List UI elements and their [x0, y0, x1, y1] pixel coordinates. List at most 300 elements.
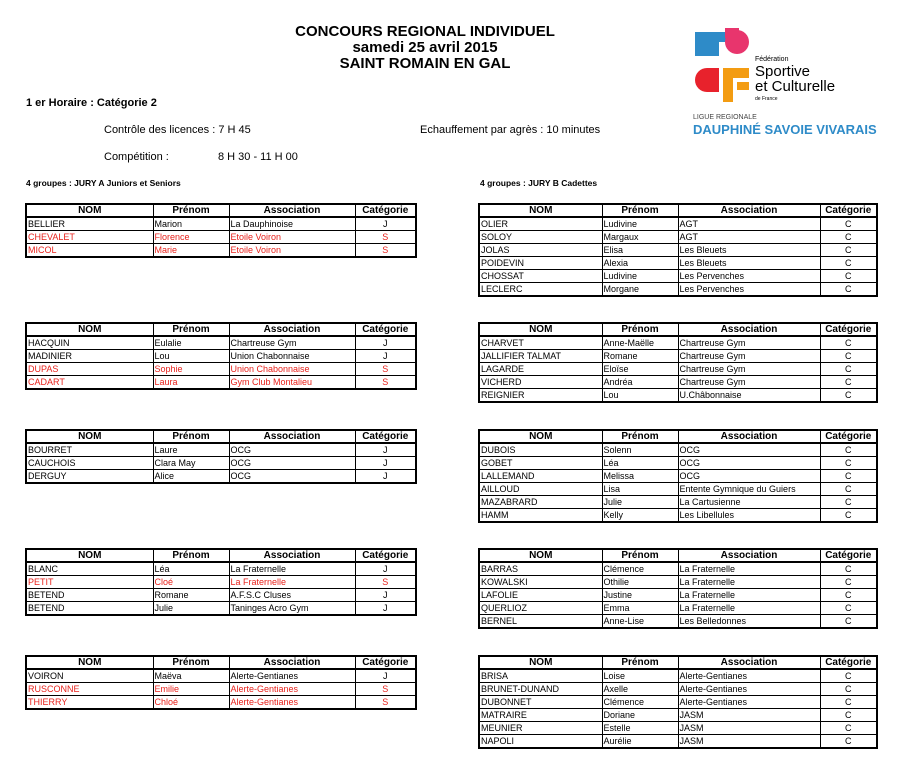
- cell-categorie: J: [355, 217, 416, 231]
- jury-a-group-4-table: [25, 548, 417, 616]
- cell-prenom: Emma: [602, 602, 678, 615]
- cell-prenom: Anne-Lise: [602, 615, 678, 629]
- cell-prenom: Clémence: [602, 562, 678, 576]
- header-categorie: Catégorie: [355, 549, 416, 562]
- table-header-row: [26, 323, 416, 336]
- header-prenom: Prénom: [153, 323, 229, 336]
- header-association: Association: [678, 204, 820, 217]
- jury-b-label: 4 groupes : JURY B Cadettes: [480, 178, 598, 188]
- cell-nom: MICOL: [26, 244, 153, 258]
- cell-association: Alerte-Gentianes: [229, 669, 355, 683]
- cell-association: La Fraternelle: [678, 562, 820, 576]
- table-row: [479, 457, 877, 470]
- cell-association: Union Chabonnaise: [229, 363, 355, 376]
- table-row: [479, 509, 877, 523]
- cell-nom: MAZABRARD: [479, 496, 602, 509]
- cell-prenom: Othilie: [602, 576, 678, 589]
- header-nom: NOM: [26, 656, 153, 669]
- table-row: [479, 735, 877, 749]
- table-row: [26, 669, 416, 683]
- cell-nom: BETEND: [26, 589, 153, 602]
- cell-association: JASM: [678, 735, 820, 749]
- cell-association: La Fraternelle: [229, 562, 355, 576]
- table-header-row: [479, 204, 877, 217]
- cell-categorie: S: [355, 683, 416, 696]
- cell-nom: BRUNET-DUNAND: [479, 683, 602, 696]
- cell-nom: BOURRET: [26, 443, 153, 457]
- cell-prenom: Lisa: [602, 483, 678, 496]
- fscf-logo: [693, 26, 883, 138]
- cell-categorie: C: [820, 496, 877, 509]
- cell-prenom: Andréa: [602, 376, 678, 389]
- header-categorie: Catégorie: [820, 204, 877, 217]
- cell-association: Alerte-Gentianes: [678, 683, 820, 696]
- cell-prenom: Laura: [153, 376, 229, 390]
- cell-association: La Dauphinoise: [229, 217, 355, 231]
- header-nom: NOM: [26, 204, 153, 217]
- cell-prenom: Laure: [153, 443, 229, 457]
- cell-categorie: S: [355, 376, 416, 390]
- table-row: [26, 602, 416, 616]
- cell-association: Les Bleuets: [678, 244, 820, 257]
- cell-prenom: Maëva: [153, 669, 229, 683]
- logo-federation-name: [755, 64, 835, 94]
- table-row: [479, 722, 877, 735]
- cell-prenom: Kelly: [602, 509, 678, 523]
- cell-categorie: C: [820, 615, 877, 629]
- cell-categorie: J: [355, 443, 416, 457]
- cell-nom: DUBOIS: [479, 443, 602, 457]
- jury-a-group-1-table: [25, 203, 417, 258]
- header-prenom: Prénom: [602, 656, 678, 669]
- jury-b-group-1-table: [478, 203, 878, 297]
- cell-association: OCG: [229, 443, 355, 457]
- cell-prenom: Léa: [602, 457, 678, 470]
- header-categorie: Catégorie: [820, 430, 877, 443]
- cell-categorie: C: [820, 602, 877, 615]
- cell-prenom: Alexia: [602, 257, 678, 270]
- fscf-emblem-icon: [693, 26, 753, 108]
- table-header-row: [479, 430, 877, 443]
- cell-association: JASM: [678, 709, 820, 722]
- cell-prenom: Marion: [153, 217, 229, 231]
- table-row: [26, 443, 416, 457]
- cell-nom: BETEND: [26, 602, 153, 616]
- cell-prenom: Aurélie: [602, 735, 678, 749]
- cell-categorie: C: [820, 283, 877, 297]
- header-categorie: Catégorie: [355, 204, 416, 217]
- cell-categorie: S: [355, 363, 416, 376]
- logo-federation-label: Fédération: [755, 56, 789, 63]
- logo-line-1: Sportive: [755, 63, 811, 80]
- cell-categorie: J: [355, 602, 416, 616]
- table-row: [479, 483, 877, 496]
- cell-nom: RUSCONNE: [26, 683, 153, 696]
- cell-association: Chartreuse Gym: [678, 350, 820, 363]
- header-prenom: Prénom: [602, 323, 678, 336]
- cell-categorie: C: [820, 483, 877, 496]
- controle-licences: Contrôle des licences : 7 H 45: [104, 124, 251, 136]
- echauffement-info: Echauffement par agrès : 10 minutes: [420, 124, 601, 136]
- cell-nom: LECLERC: [479, 283, 602, 297]
- cell-nom: HAMM: [479, 509, 602, 523]
- cell-categorie: J: [355, 457, 416, 470]
- header-association: Association: [229, 549, 355, 562]
- logo-de-france: de France: [755, 96, 778, 102]
- cell-nom: DUPAS: [26, 363, 153, 376]
- cell-association: La Fraternelle: [678, 602, 820, 615]
- header-prenom: Prénom: [602, 430, 678, 443]
- cell-nom: CADART: [26, 376, 153, 390]
- cell-nom: NAPOLI: [479, 735, 602, 749]
- table-row: [479, 336, 877, 350]
- cell-categorie: S: [355, 231, 416, 244]
- cell-nom: GOBET: [479, 457, 602, 470]
- table-row: [26, 363, 416, 376]
- cell-categorie: C: [820, 363, 877, 376]
- cell-categorie: C: [820, 470, 877, 483]
- table-row: [479, 683, 877, 696]
- cell-categorie: C: [820, 270, 877, 283]
- cell-association: Alerte-Gentianes: [678, 669, 820, 683]
- cell-prenom: Estelle: [602, 722, 678, 735]
- table-header-row: [26, 430, 416, 443]
- cell-categorie: C: [820, 217, 877, 231]
- cell-prenom: Léa: [153, 562, 229, 576]
- cell-categorie: C: [820, 709, 877, 722]
- cell-categorie: C: [820, 336, 877, 350]
- table-row: [479, 562, 877, 576]
- table-row: [479, 389, 877, 403]
- competition-time: 8 H 30 - 11 H 00: [218, 151, 298, 163]
- cell-categorie: J: [355, 350, 416, 363]
- cell-nom: OLIER: [479, 217, 602, 231]
- cell-nom: PETIT: [26, 576, 153, 589]
- cell-nom: CHOSSAT: [479, 270, 602, 283]
- logo-ligue: LIGUE REGIONALE: [693, 114, 757, 121]
- table-row: [26, 350, 416, 363]
- header-nom: NOM: [479, 656, 602, 669]
- header-prenom: Prénom: [153, 549, 229, 562]
- competition-label: Compétition :: [104, 151, 169, 163]
- jury-b-group-4-table: [478, 548, 878, 629]
- logo-region: DAUPHINÉ SAVOIE VIVARAIS: [693, 122, 877, 137]
- cell-nom: BARRAS: [479, 562, 602, 576]
- cell-categorie: C: [820, 589, 877, 602]
- header-association: Association: [229, 430, 355, 443]
- cell-association: Taninges Acro Gym: [229, 602, 355, 616]
- cell-categorie: C: [820, 350, 877, 363]
- header-association: Association: [229, 204, 355, 217]
- cell-prenom: Melissa: [602, 470, 678, 483]
- cell-association: Entente Gymnique du Guiers: [678, 483, 820, 496]
- cell-prenom: Julie: [153, 602, 229, 616]
- header-nom: NOM: [479, 549, 602, 562]
- cell-nom: JALLIFIER TALMAT: [479, 350, 602, 363]
- table-row: [26, 457, 416, 470]
- header-association: Association: [678, 323, 820, 336]
- cell-association: Les Libellules: [678, 509, 820, 523]
- table-row: [479, 669, 877, 683]
- cell-categorie: J: [355, 336, 416, 350]
- cell-nom: MATRAIRE: [479, 709, 602, 722]
- table-header-row: [26, 204, 416, 217]
- table-row: [26, 217, 416, 231]
- jury-a-group-3-table: [25, 429, 417, 484]
- document-title: [260, 24, 590, 72]
- cell-nom: REIGNIER: [479, 389, 602, 403]
- header-association: Association: [678, 656, 820, 669]
- table-header-row: [26, 549, 416, 562]
- cell-nom: BLANC: [26, 562, 153, 576]
- cell-nom: BRISA: [479, 669, 602, 683]
- table-row: [26, 683, 416, 696]
- cell-categorie: C: [820, 576, 877, 589]
- table-row: [479, 443, 877, 457]
- cell-nom: POIDEVIN: [479, 257, 602, 270]
- cell-prenom: Romane: [602, 350, 678, 363]
- jury-b-group-2-table: [478, 322, 878, 403]
- cell-association: La Fraternelle: [678, 576, 820, 589]
- cell-nom: JOLAS: [479, 244, 602, 257]
- table-row: [26, 470, 416, 484]
- table-row: [26, 589, 416, 602]
- cell-nom: THIERRY: [26, 696, 153, 710]
- cell-categorie: C: [820, 669, 877, 683]
- cell-prenom: Eloïse: [602, 363, 678, 376]
- table-row: [479, 217, 877, 231]
- cell-association: Union Chabonnaise: [229, 350, 355, 363]
- cell-prenom: Elisa: [602, 244, 678, 257]
- cell-prenom: Chloé: [153, 696, 229, 710]
- cell-nom: QUERLIOZ: [479, 602, 602, 615]
- cell-categorie: C: [820, 722, 877, 735]
- table-row: [479, 589, 877, 602]
- cell-nom: MADINIER: [26, 350, 153, 363]
- cell-categorie: C: [820, 389, 877, 403]
- cell-nom: CHARVET: [479, 336, 602, 350]
- cell-prenom: Ludivine: [602, 270, 678, 283]
- cell-categorie: C: [820, 376, 877, 389]
- cell-categorie: J: [355, 589, 416, 602]
- cell-prenom: Lou: [602, 389, 678, 403]
- cell-prenom: Loise: [602, 669, 678, 683]
- header-nom: NOM: [26, 549, 153, 562]
- cell-prenom: Solenn: [602, 443, 678, 457]
- cell-categorie: C: [820, 244, 877, 257]
- table-row: [479, 376, 877, 389]
- header-prenom: Prénom: [153, 430, 229, 443]
- cell-association: AGT: [678, 231, 820, 244]
- cell-nom: LAFOLIE: [479, 589, 602, 602]
- cell-association: Alerte-Gentianes: [229, 683, 355, 696]
- table-row: [26, 231, 416, 244]
- cell-association: Chartreuse Gym: [678, 376, 820, 389]
- cell-nom: KOWALSKI: [479, 576, 602, 589]
- cell-association: La Cartusienne: [678, 496, 820, 509]
- jury-b-group-5-table: [478, 655, 878, 749]
- cell-categorie: S: [355, 244, 416, 258]
- cell-association: Les Pervenches: [678, 283, 820, 297]
- table-row: [479, 363, 877, 376]
- cell-association: OCG: [229, 470, 355, 484]
- cell-categorie: C: [820, 443, 877, 457]
- cell-prenom: Morgane: [602, 283, 678, 297]
- cell-categorie: J: [355, 562, 416, 576]
- cell-prenom: Julie: [602, 496, 678, 509]
- cell-prenom: Marie: [153, 244, 229, 258]
- table-row: [479, 470, 877, 483]
- cell-nom: CAUCHOIS: [26, 457, 153, 470]
- header-categorie: Catégorie: [820, 656, 877, 669]
- cell-association: Les Pervenches: [678, 270, 820, 283]
- cell-categorie: C: [820, 231, 877, 244]
- header-categorie: Catégorie: [355, 656, 416, 669]
- cell-prenom: Sophie: [153, 363, 229, 376]
- cell-nom: VOIRON: [26, 669, 153, 683]
- table-row: [479, 283, 877, 297]
- table-row: [26, 376, 416, 390]
- header-prenom: Prénom: [602, 204, 678, 217]
- cell-categorie: S: [355, 576, 416, 589]
- horaire-heading: 1 er Horaire : Catégorie 2: [26, 97, 157, 109]
- jury-a-group-2-table: [25, 322, 417, 390]
- cell-nom: LAGARDE: [479, 363, 602, 376]
- title-line-2: samedi 25 avril 2015: [352, 39, 498, 56]
- table-row: [479, 244, 877, 257]
- header-association: Association: [229, 323, 355, 336]
- jury-a-label: 4 groupes : JURY A Juniors et Seniors: [26, 178, 181, 188]
- cell-nom: SOLOY: [479, 231, 602, 244]
- cell-association: Les Bleuets: [678, 257, 820, 270]
- table-row: [479, 602, 877, 615]
- cell-association: Alerte-Gentianes: [678, 696, 820, 709]
- header-nom: NOM: [479, 430, 602, 443]
- table-row: [479, 709, 877, 722]
- header-association: Association: [229, 656, 355, 669]
- title-line-1: CONCOURS REGIONAL INDIVIDUEL: [295, 23, 555, 40]
- title-line-3: SAINT ROMAIN EN GAL: [339, 55, 511, 72]
- header-association: Association: [678, 549, 820, 562]
- cell-association: Alerte-Gentianes: [229, 696, 355, 710]
- table-row: [479, 615, 877, 629]
- cell-association: U.Châbonnaise: [678, 389, 820, 403]
- cell-categorie: J: [355, 669, 416, 683]
- header-nom: NOM: [26, 430, 153, 443]
- cell-prenom: Anne-Maëlle: [602, 336, 678, 350]
- table-row: [479, 350, 877, 363]
- cell-association: La Fraternelle: [229, 576, 355, 589]
- header-nom: NOM: [479, 323, 602, 336]
- cell-nom: BERNEL: [479, 615, 602, 629]
- table-row: [26, 562, 416, 576]
- cell-association: Chartreuse Gym: [229, 336, 355, 350]
- table-header-row: [479, 656, 877, 669]
- cell-categorie: C: [820, 683, 877, 696]
- cell-nom: AILLOUD: [479, 483, 602, 496]
- cell-prenom: Lou: [153, 350, 229, 363]
- cell-prenom: Florence: [153, 231, 229, 244]
- table-row: [479, 257, 877, 270]
- cell-categorie: C: [820, 257, 877, 270]
- cell-association: Gym Club Montalieu: [229, 376, 355, 390]
- jury-a-group-5-table: [25, 655, 417, 710]
- cell-categorie: C: [820, 696, 877, 709]
- table-row: [26, 244, 416, 258]
- cell-association: OCG: [678, 457, 820, 470]
- cell-categorie: C: [820, 509, 877, 523]
- cell-association: AGT: [678, 217, 820, 231]
- cell-nom: DERGUY: [26, 470, 153, 484]
- cell-prenom: Alice: [153, 470, 229, 484]
- cell-association: JASM: [678, 722, 820, 735]
- table-row: [479, 270, 877, 283]
- table-row: [26, 576, 416, 589]
- header-prenom: Prénom: [153, 656, 229, 669]
- table-row: [479, 576, 877, 589]
- cell-nom: VICHERD: [479, 376, 602, 389]
- cell-prenom: Cloé: [153, 576, 229, 589]
- cell-prenom: Axelle: [602, 683, 678, 696]
- header-nom: NOM: [479, 204, 602, 217]
- table-header-row: [479, 549, 877, 562]
- cell-prenom: Justine: [602, 589, 678, 602]
- cell-association: Etoile Voiron: [229, 231, 355, 244]
- cell-prenom: Clémence: [602, 696, 678, 709]
- cell-nom: BELLIER: [26, 217, 153, 231]
- cell-prenom: Eulalie: [153, 336, 229, 350]
- cell-nom: CHEVALET: [26, 231, 153, 244]
- jury-b-group-3-table: [478, 429, 878, 523]
- cell-nom: MEUNIER: [479, 722, 602, 735]
- cell-categorie: J: [355, 470, 416, 484]
- cell-association: OCG: [678, 470, 820, 483]
- header-categorie: Catégorie: [355, 323, 416, 336]
- cell-prenom: Doriane: [602, 709, 678, 722]
- logo-line-2: et Culturelle: [755, 78, 836, 95]
- header-prenom: Prénom: [153, 204, 229, 217]
- header-prenom: Prénom: [602, 549, 678, 562]
- cell-association: La Fraternelle: [678, 589, 820, 602]
- header-categorie: Catégorie: [820, 549, 877, 562]
- cell-association: Etoile Voiron: [229, 244, 355, 258]
- cell-categorie: C: [820, 562, 877, 576]
- table-row: [26, 336, 416, 350]
- cell-association: A.F.S.C Cluses: [229, 589, 355, 602]
- cell-association: Chartreuse Gym: [678, 336, 820, 350]
- table-header-row: [479, 323, 877, 336]
- cell-prenom: Clara May: [153, 457, 229, 470]
- table-row: [26, 696, 416, 710]
- cell-categorie: S: [355, 696, 416, 710]
- table-header-row: [26, 656, 416, 669]
- cell-nom: HACQUIN: [26, 336, 153, 350]
- cell-association: OCG: [229, 457, 355, 470]
- cell-prenom: Romane: [153, 589, 229, 602]
- cell-prenom: Emilie: [153, 683, 229, 696]
- cell-prenom: Margaux: [602, 231, 678, 244]
- cell-categorie: C: [820, 735, 877, 749]
- table-row: [479, 696, 877, 709]
- table-row: [479, 496, 877, 509]
- header-nom: NOM: [26, 323, 153, 336]
- header-categorie: Catégorie: [820, 323, 877, 336]
- cell-nom: LALLEMAND: [479, 470, 602, 483]
- cell-association: OCG: [678, 443, 820, 457]
- cell-prenom: Ludivine: [602, 217, 678, 231]
- cell-categorie: C: [820, 457, 877, 470]
- header-association: Association: [678, 430, 820, 443]
